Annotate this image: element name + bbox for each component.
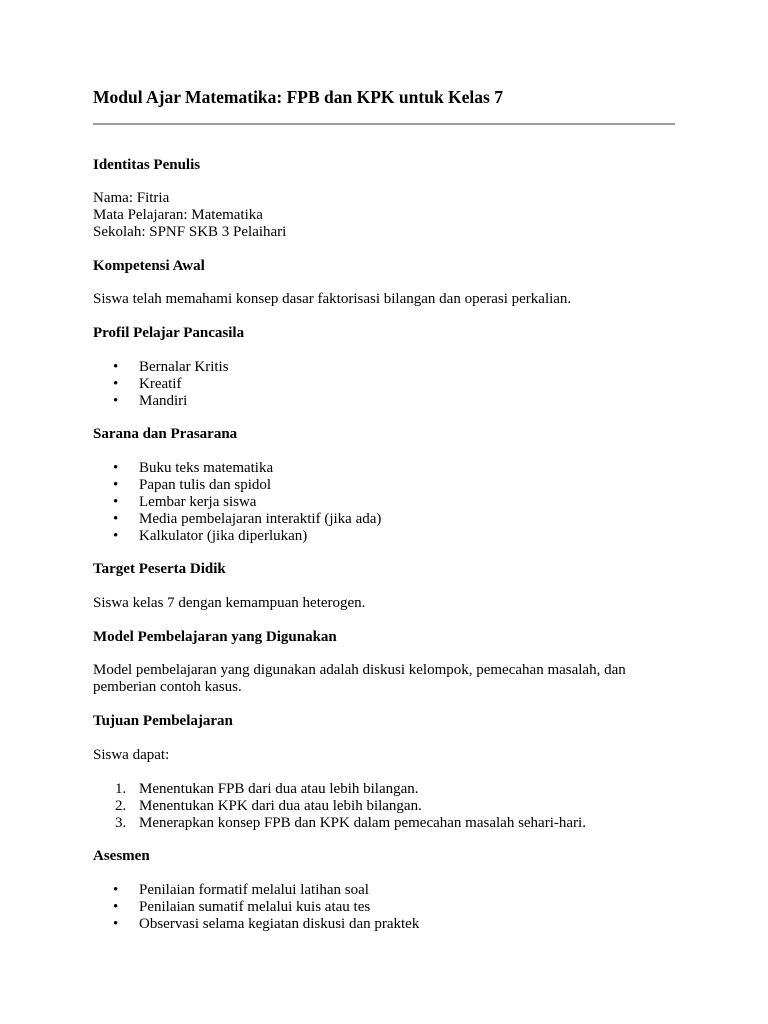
list-item-text: Menentukan KPK dari dua atau lebih bilangan. [139, 798, 422, 814]
section-heading-sarana: Sarana dan Prasarana [93, 426, 238, 442]
sarana-list [93, 460, 381, 545]
list-item [93, 781, 586, 798]
tujuan-intro: Siswa dapat: [93, 747, 170, 763]
asesmen-list [93, 882, 419, 933]
section-heading-target: Target Peserta Didik [93, 561, 226, 577]
model-text-line-1: Model pembelajaran yang digunakan adalah diskusi kelompok, pemecahan masalah, dan [93, 662, 626, 678]
list-item: • Lembar kerja siswa [93, 494, 381, 511]
list-item: • Kalkulator (jika diperlukan) [93, 528, 381, 545]
list-item: • Media pembelajaran interaktif (jika ada) [93, 511, 381, 528]
list-item-text: Menerapkan konsep FPB dan KPK dalam pemecahan masalah sehari-hari. [139, 815, 586, 831]
list-item: • Bernalar Kritis [93, 359, 229, 376]
tujuan-list [93, 781, 586, 832]
list-number: 1. [115, 781, 127, 797]
section-heading-asesmen: Asesmen [93, 848, 150, 864]
section-heading-profil: Profil Pelajar Pancasila [93, 325, 245, 341]
target-text: Siswa kelas 7 dengan kemampuan heterogen. [93, 595, 366, 611]
list-item [93, 798, 586, 815]
list-item: • Kreatif [93, 376, 229, 393]
model-text-line-2: pemberian contoh kasus. [93, 679, 242, 695]
list-item [93, 815, 586, 832]
list-number: 2. [115, 798, 127, 814]
title-divider [93, 123, 675, 125]
profil-list [93, 359, 229, 410]
section-heading-kompetensi: Kompetensi Awal [93, 258, 205, 274]
subject: Mata Pelajaran: Matematika [93, 207, 263, 223]
section-heading-identitas: Identitas Penulis [93, 157, 201, 173]
list-item-text: Menentukan FPB dari dua atau lebih bilangan. [139, 781, 419, 797]
list-item: • Penilaian sumatif melalui kuis atau tes [93, 899, 419, 916]
section-heading-model: Model Pembelajaran yang Digunakan [93, 629, 337, 645]
list-item: • Buku teks matematika [93, 460, 381, 477]
list-number: 3. [115, 815, 127, 831]
list-item: • Observasi selama kegiatan diskusi dan praktek [93, 916, 419, 933]
list-item: • Papan tulis dan spidol [93, 477, 381, 494]
document-title: Modul Ajar Matematika: FPB dan KPK untuk Kelas 7 [93, 87, 503, 107]
school: Sekolah: SPNF SKB 3 Pelaihari [93, 224, 287, 240]
list-item: • Penilaian formatif melalui latihan soal [93, 882, 419, 899]
section-heading-tujuan: Tujuan Pembelajaran [93, 713, 233, 729]
kompetensi-text: Siswa telah memahami konsep dasar faktorisasi bilangan dan operasi perkalian. [93, 291, 572, 307]
list-item: • Mandiri [93, 393, 229, 410]
author-name: Nama: Fitria [93, 190, 170, 206]
